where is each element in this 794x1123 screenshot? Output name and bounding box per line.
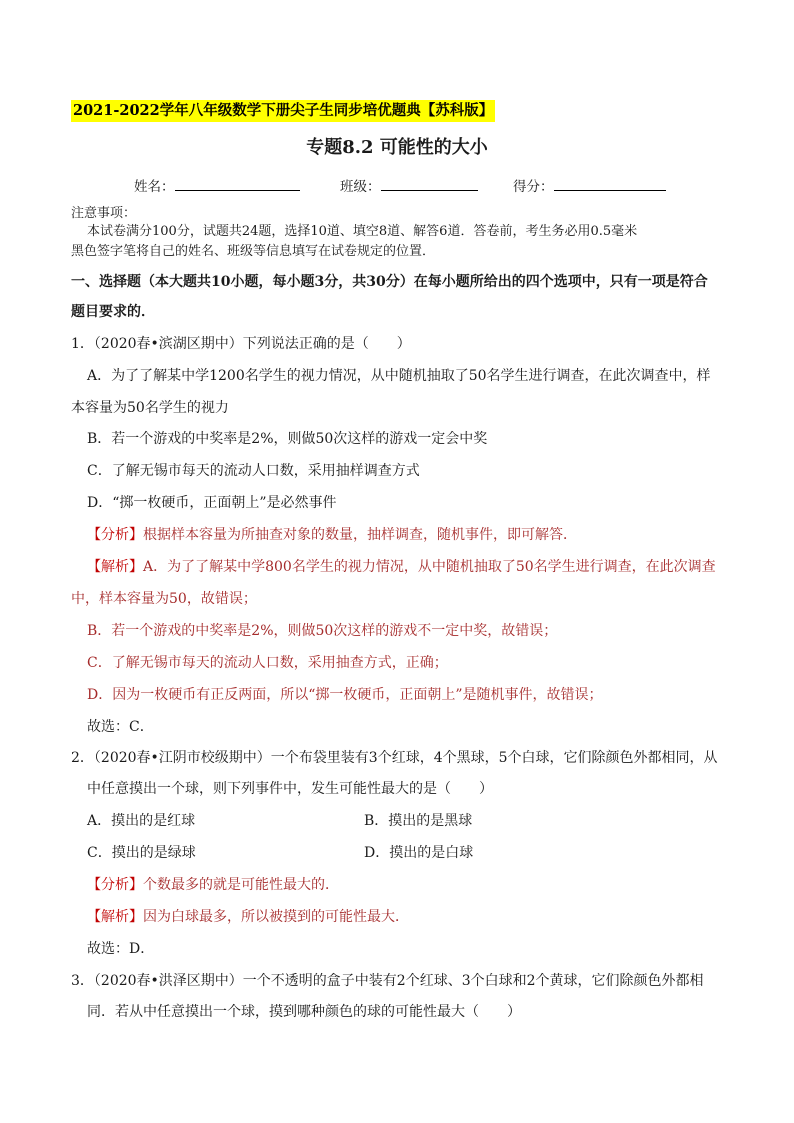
page-title: 专题8.2 可能性的大小 (306, 137, 488, 158)
q1-option-c: C．了解无锡市每天的流动人口数，采用抽样调查方式 (87, 463, 420, 479)
q2-option-a: A．摸出的是红球 (87, 813, 196, 829)
q1-solution-a-line2: 中，样本容量为50，故错误； (71, 591, 257, 607)
header-banner: 2021-2022学年八年级数学下册尖子生同步培优题典【苏科版】 (71, 100, 495, 122)
name-field[interactable] (134, 176, 300, 197)
q1-analysis (87, 525, 577, 545)
solution-text: 因为白球最多，所以被摸到的可能性最大． (143, 909, 409, 925)
name-label: 姓名： (134, 179, 175, 195)
q1-option-a-line2: 本容量为50名学生的视力 (71, 400, 229, 416)
q2-option-b: B．摸出的是黑球 (364, 813, 473, 829)
q2-analysis (87, 875, 339, 895)
analysis-tag: 【分析】 (87, 527, 143, 543)
q1-solution-c: C．了解无锡市每天的流动人口数，采用抽查方式，正确； (87, 655, 448, 671)
q3-stem-line2: 同．若从中任意摸出一个球，摸到哪种颜色的球的可能性最大（ ） (87, 1004, 521, 1020)
q2-stem-line1: 2．（2020春•江阴市校级期中）一个布袋里装有3个红球，4个黑球，5个白球，它们除颜色外都相同，从 (71, 750, 718, 766)
solution-text: A．为了了解某中学800名学生的视力情况，从中随机抽取了50名学生进行调查，在此次调查 (143, 559, 716, 575)
q2-solution (87, 907, 409, 927)
q2-option-c: C．摸出的是绿球 (87, 845, 196, 861)
notice-heading: 注意事项： (71, 206, 137, 221)
analysis-text: 根据样本容量为所抽查对象的数量，抽样调查，随机事件，即可解答． (143, 527, 577, 543)
notice-line-1: 本试卷满分100分，试题共24题，选择10道、填空8道、解答6道．答卷前，考生务必用0.5毫米 (87, 224, 638, 239)
analysis-text: 个数最多的就是可能性最大的． (143, 877, 339, 893)
q1-option-a-line1: A．为了了解某中学1200名学生的视力情况，从中随机抽取了50名学生进行调查，在此次调查中，样 (87, 368, 711, 384)
q3-stem-line1: 3．（2020春•洪泽区期中）一个不透明的盒子中装有2个红球、3个白球和2个黄球，它们除颜色外都相 (71, 973, 704, 989)
q1-answer: 故选：C． (87, 719, 154, 735)
q1-option-d: D．“掷一枚硬币，正面朝上”是必然事件 (87, 495, 337, 511)
analysis-tag: 【分析】 (87, 877, 143, 893)
class-blank[interactable] (381, 176, 478, 191)
score-label: 得分： (513, 179, 554, 195)
score-blank[interactable] (554, 176, 666, 191)
notice-line-2: 黑色签字笔将自己的姓名、班级等信息填写在试卷规定的位置． (71, 244, 436, 259)
class-label: 班级： (340, 179, 381, 195)
q1-solution-b: B．若一个游戏的中奖率是2%，则做50次这样的游戏不一定中奖，故错误； (87, 623, 558, 639)
q1-solution-a-line1 (87, 557, 716, 577)
name-blank[interactable] (175, 176, 300, 191)
q2-stem-line2: 中任意摸出一个球，则下列事件中，发生可能性最大的是（ ） (87, 781, 493, 797)
section-heading-2: 题目要求的． (71, 304, 155, 320)
q1-option-b: B．若一个游戏的中奖率是2%，则做50次这样的游戏一定会中奖 (87, 431, 488, 447)
score-field[interactable] (513, 176, 666, 197)
class-field[interactable] (340, 176, 478, 197)
solution-tag: 【解析】 (87, 559, 143, 575)
q2-answer: 故选：D． (87, 941, 155, 957)
q1-solution-d: D．因为一枚硬币有正反两面，所以“掷一枚硬币，正面朝上”是随机事件，故错误； (87, 687, 603, 703)
q2-option-d: D．摸出的是白球 (364, 845, 474, 861)
section-heading-1: 一、选择题（本大题共10小题，每小题3分，共30分）在每小题所给出的四个选项中，只有一项是符合 (71, 274, 708, 290)
q1-stem: 1．（2020春•滨湖区期中）下列说法正确的是（ ） (71, 336, 411, 352)
solution-tag: 【解析】 (87, 909, 143, 925)
